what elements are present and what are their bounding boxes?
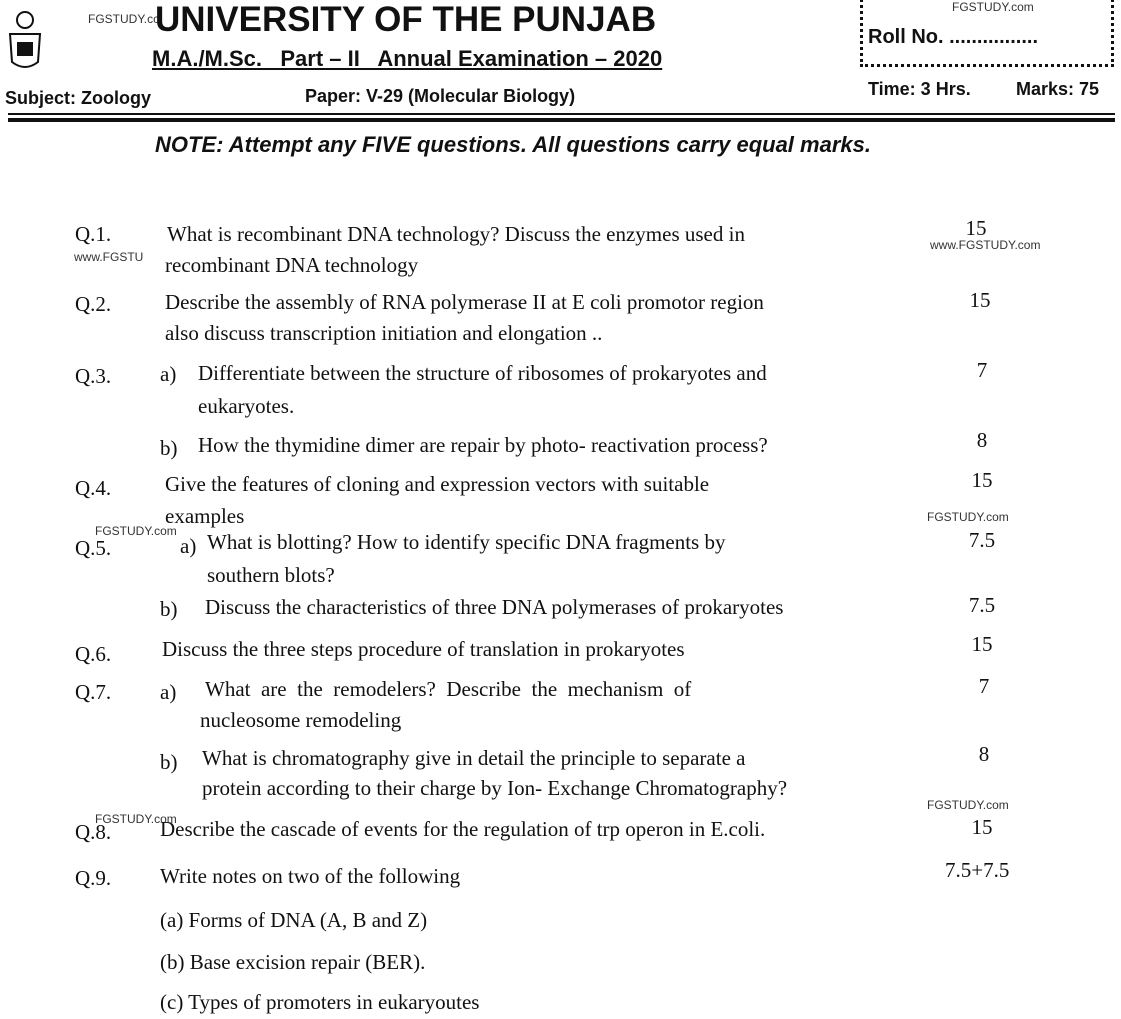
- question-text: recombinant DNA technology: [165, 253, 419, 277]
- question-text: Discuss the three steps procedure of translation in prokaryotes: [162, 637, 685, 661]
- question-text: What is blotting? How to identify specific DNA fragments by: [207, 530, 726, 554]
- watermark: www.FGSTU: [74, 250, 144, 264]
- part-label: a): [180, 534, 197, 558]
- question-text: What is recombinant DNA technology? Discuss the enzymes used in: [167, 222, 745, 246]
- question-number: Q.5.: [75, 536, 112, 560]
- question-text: What is chromatography give in detail the principle to separate a: [202, 746, 746, 770]
- part-label: a): [160, 362, 177, 386]
- part-label: b): [160, 750, 178, 774]
- university-name: UNIVERSITY OF THE PUNJAB: [155, 0, 657, 39]
- time: Time: 3 Hrs.: [868, 79, 971, 99]
- part-label: b): [160, 436, 178, 460]
- watermark: FGSTUDY.com: [927, 798, 1009, 812]
- divider: [8, 113, 1115, 115]
- paper: Paper: V-29 (Molecular Biology): [305, 86, 576, 106]
- watermark: www.FGSTUDY.com: [930, 238, 1041, 252]
- question-marks: 8: [978, 742, 990, 766]
- watermark: FGSTUDY.com: [952, 0, 1034, 14]
- question-text: Describe the assembly of RNA polymerase II at E coli promotor region: [165, 290, 764, 314]
- question-text: examples: [165, 504, 245, 528]
- question-marks: 7.5+7.5: [945, 858, 1010, 882]
- part-label: a): [160, 680, 177, 704]
- question-text: How the thymidine dimer are repair by photo- reactivation process?: [198, 433, 768, 457]
- watermark: FGSTUDY.com: [95, 812, 177, 826]
- question-marks: 15: [969, 288, 991, 312]
- question-number: Q.7.: [75, 680, 112, 704]
- question-number: Q.9.: [75, 866, 112, 890]
- question-number: Q.8.: [75, 820, 112, 844]
- question-marks: 15: [971, 468, 993, 492]
- question-text: Describe the cascade of events for the regulation of trp operon in E.coli.: [160, 817, 766, 841]
- option-b: (b) Base excision repair (BER).: [160, 950, 426, 974]
- part-label: b): [160, 597, 178, 621]
- university-crest-icon: [4, 8, 46, 74]
- question-text: What are the remodelers? Describe the mechanism of: [205, 677, 692, 701]
- roll-no: Roll No. ................: [868, 26, 1039, 48]
- question-marks: 7.5: [968, 593, 996, 617]
- question-text: Discuss the characteristics of three DNA polymerases of prokaryotes: [205, 595, 784, 619]
- question-text: eukaryotes.: [198, 394, 295, 418]
- question-number: Q.1.: [75, 222, 112, 246]
- question-number: Q.6.: [75, 642, 112, 666]
- question-marks: 15: [971, 815, 993, 839]
- question-text: nucleosome remodeling: [200, 708, 402, 732]
- subject: Subject: Zoology: [5, 88, 151, 108]
- question-marks: 15: [971, 632, 993, 656]
- question-text: protein according to their charge by Ion- Exchange Chromatography?: [202, 776, 788, 800]
- watermark: FGSTUDY.cc: [88, 12, 160, 26]
- question-marks: 7: [976, 358, 988, 382]
- question-marks: 7: [978, 674, 990, 698]
- question-text: Give the features of cloning and expression vectors with suitable: [165, 472, 710, 496]
- divider: [8, 118, 1115, 122]
- question-text: southern blots?: [207, 563, 335, 587]
- note: NOTE: Attempt any FIVE questions. All questions carry equal marks.: [155, 132, 871, 157]
- question-number: Q.3.: [75, 364, 112, 388]
- question-text: Differentiate between the structure of ribosomes of prokaryotes and: [198, 361, 767, 385]
- question-marks: 15: [965, 216, 987, 240]
- watermark: FGSTUDY.com: [95, 524, 177, 538]
- watermark: FGSTUDY.com: [927, 510, 1009, 524]
- question-marks: 7.5: [968, 528, 996, 552]
- question-marks: 8: [976, 428, 988, 452]
- question-text: Write notes on two of the following: [160, 864, 461, 888]
- question-number: Q.4.: [75, 476, 112, 500]
- option-c: (c) Types of promoters in eukaryoutes: [160, 990, 480, 1014]
- question-text: also discuss transcription initiation and elongation ..: [165, 321, 603, 345]
- option-a: (a) Forms of DNA (A, B and Z): [160, 908, 428, 932]
- exam-title: M.A./M.Sc. Part – II Annual Examination – 2020: [152, 46, 663, 71]
- total-marks: Marks: 75: [1016, 79, 1100, 99]
- question-number: Q.2.: [75, 292, 112, 316]
